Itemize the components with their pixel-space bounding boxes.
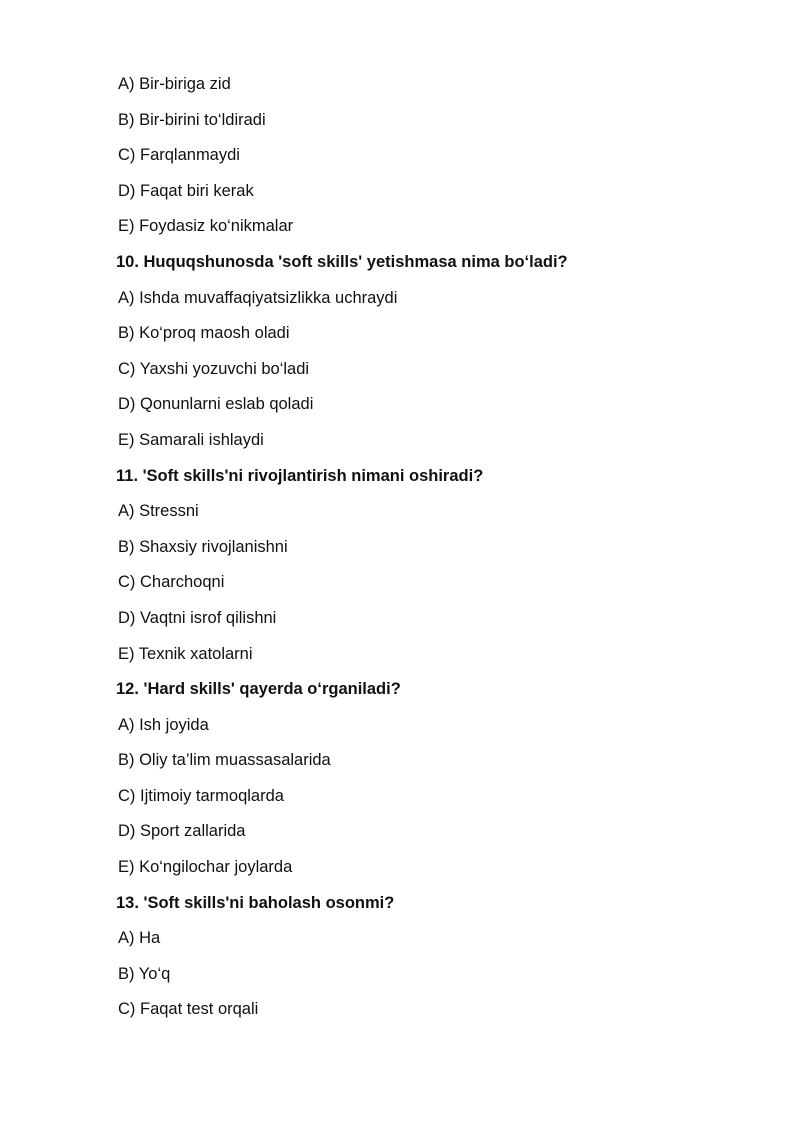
answer-option: E) Foydasiz ko‘nikmalar xyxy=(118,217,294,236)
answer-option: E) Samarali ishlaydi xyxy=(118,430,264,449)
answer-option: D) Vaqtni isrof qilishni xyxy=(118,608,277,627)
answer-option: A) Ishda muvaffaqiyatsizlikka uchraydi xyxy=(118,288,398,307)
answer-option: B) Shaxsiy rivojlanishni xyxy=(118,537,288,556)
answer-option: C) Faqat test orqali xyxy=(118,1000,259,1019)
quiz-content xyxy=(118,72,758,1033)
answer-option: D) Faqat biri kerak xyxy=(118,181,254,200)
answer-option: E) Texnik xatolarni xyxy=(118,644,253,663)
answer-option: B) Oliy ta’lim muassasalarida xyxy=(118,751,331,770)
answer-option: C) Ijtimoiy tarmoqlarda xyxy=(118,786,284,805)
answer-option: D) Sport zallarida xyxy=(118,822,246,841)
answer-option: B) Ko‘proq maosh oladi xyxy=(118,324,290,343)
answer-option: B) Bir-birini to‘ldiradi xyxy=(118,110,266,129)
answer-option: B) Yo‘q xyxy=(118,964,171,983)
question-heading: 10. Huquqshunosda 'soft skills' yetishmasa nima bo‘ladi? xyxy=(116,252,568,271)
question-heading: 13. 'Soft skills'ni baholash osonmi? xyxy=(116,893,395,912)
answer-option: A) Stressni xyxy=(118,502,199,521)
answer-option: A) Bir-biriga zid xyxy=(118,75,231,93)
answer-option: A) Ish joyida xyxy=(118,715,209,734)
answer-option: E) Ko‘ngilochar joylarda xyxy=(118,858,293,877)
question-heading: 12. 'Hard skills' qayerda o‘rganiladi? xyxy=(116,680,401,699)
answer-option: C) Farqlanmaydi xyxy=(118,146,240,165)
answer-option: C) Yaxshi yozuvchi bo‘ladi xyxy=(118,359,310,378)
question-heading: 11. 'Soft skills'ni rivojlantirish nimani oshiradi? xyxy=(116,466,484,485)
answer-option: C) Charchoqni xyxy=(118,573,225,592)
answer-option: A) Ha xyxy=(118,929,161,948)
answer-option: D) Qonunlarni eslab qoladi xyxy=(118,395,314,414)
